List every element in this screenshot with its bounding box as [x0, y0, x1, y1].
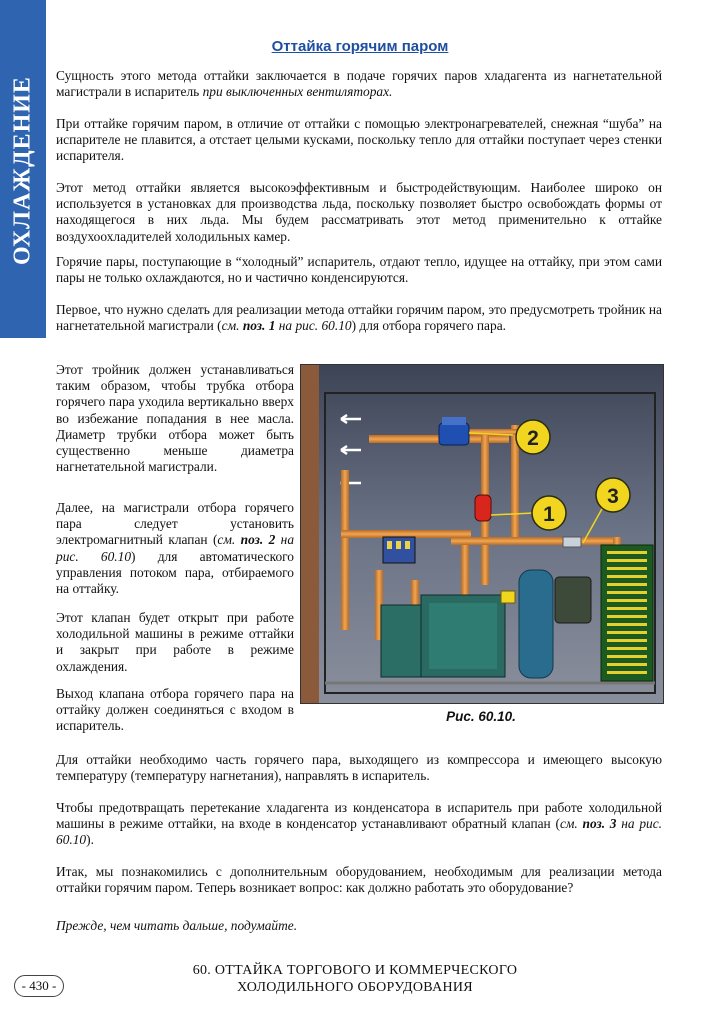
- figure-illustration: [301, 365, 663, 703]
- paragraph-1-text: Сущность этого метода оттайки заключается в подаче горячих паров хладагента из нагнетательной магистрали в испаритель: [56, 68, 662, 100]
- callout-2-label: 2: [527, 427, 539, 450]
- section-title: Оттайка горячим паром: [271, 38, 449, 55]
- footer-line-1: 60. ОТТАЙКА ТОРГОВОГО И КОММЕРЧЕСКОГО: [192, 963, 518, 978]
- callout-1: [532, 496, 566, 530]
- paragraph-narrow-3: Этот клапан будет открыт при работе холодильной машины в режиме оттайки и закрыт при работе в режиме охлаждения.: [56, 610, 294, 674]
- paragraph-6: Для оттайки необходимо часть горячего пара, выходящего из компрессора и имеющего высокую температуру (температуру нагнетания), направлять в испаритель.: [56, 752, 662, 784]
- callout-2: [516, 420, 550, 454]
- compressor-motor: [381, 605, 421, 677]
- discharge-line: [451, 537, 621, 545]
- page-number: - 430 -: [14, 975, 64, 997]
- receiver-tank: [519, 570, 553, 678]
- oil-separator: [555, 577, 591, 623]
- running-footer: [120, 962, 590, 996]
- footer-line-2: ХОЛОДИЛЬНОГО ОБОРУДОВАНИЯ: [237, 980, 473, 995]
- paragraph-2: При оттайке горячим паром, в отличие от оттайки с помощью электронагревателей, снежная “шуба” на испарителе не плавится, а отстает целыми кусками, поскольку тепло для оттайки поступает через стенки испарителя.: [56, 116, 662, 164]
- callout-1-label: 1: [543, 503, 555, 526]
- paragraph-7: Чтобы предотвращать перетекание хладагента из конденсатора в испаритель при работе холодильной машины в режиме оттайки, на входе в конденсатор устанавливают обратный клапан (см. поз. 3 на рис. 60.10).: [56, 800, 662, 848]
- wall-column: [301, 365, 319, 703]
- callout-3: [596, 478, 630, 512]
- solenoid-valve: [439, 423, 469, 445]
- condenser: [601, 545, 653, 681]
- paragraph-narrow-2: Далее, на магистрали отбора горячего пара следует установить электромагнитный клапан (см. поз. 2 на рис. 60.10) для автоматического управления потоком пара, отбираемого на оттайку.: [56, 500, 295, 597]
- figure-reference-1: см. поз. 1 на рис. 60.10: [221, 318, 352, 334]
- figure-hot-gas-defrost-unit: [300, 364, 664, 704]
- paragraph-5: [56, 302, 662, 334]
- section-side-tab-label: ОХЛАЖДЕНИЕ: [9, 76, 36, 266]
- closing-prompt: Прежде, чем читать дальше, подумайте.: [56, 918, 298, 933]
- paragraph-narrow-1: Этот тройник должен устанавливаться таким образом, чтобы трубка отбора горячего пара уходила вертикально вверх во избежание попадания в нее масла. Диаметр трубки отбора может быть существенно меньше диаметра нагнетательной магистрали.: [56, 362, 294, 475]
- check-valve: [563, 537, 581, 547]
- section-side-tab: [0, 0, 46, 338]
- pressure-switch: [383, 537, 415, 563]
- paragraph-narrow-4: Выход клапана отбора горячего пара на оттайку должен соединяться с входом в испаритель.: [56, 686, 294, 734]
- paragraph-8: Итак, мы познакомились с дополнительным оборудованием, необходимым для реализации метода оттайки горячим паром. Теперь возникает вопрос: как должно работать это оборудование?: [56, 864, 662, 896]
- paragraph-3: Этот метод оттайки является высокоэффективным и быстродействующим. Наиболее широко он используется в установках для производства льда, поскольку позволяет быстро освобождать формы от находящегося в них льда. Мы будем рассматривать этот метод применительно к оттайке воздухоохладителей холодильных камер.: [56, 180, 662, 244]
- paragraph-1-emphasis: при выключенных вентиляторах.: [202, 84, 393, 100]
- tee-pipe-element: [475, 495, 491, 521]
- paragraph-5-text-end: ) для отбора горячего пара.: [351, 318, 506, 334]
- figure-reference-3: см. поз. 3 на рис. 60.10: [56, 816, 662, 848]
- paragraph-1: [56, 68, 662, 100]
- paragraph-4: Горячие пары, поступающие в “холодный” испаритель, отдают тепло, идущее на оттайку, при этом сами пары не только охлаждаются, но и частично конденсируются.: [56, 254, 662, 286]
- callout-3-label: 3: [607, 485, 619, 508]
- figure-reference-2: см. поз. 2 на рис. 60.10: [56, 532, 295, 564]
- figure-caption: Рис. 60.10.: [446, 709, 516, 724]
- paragraph-9: [56, 918, 662, 934]
- paragraph-5-text: Первое, что нужно сделать для реализации метода оттайки горячим паром, это предусмотреть тройник на нагнетательной магистрали (: [56, 302, 662, 334]
